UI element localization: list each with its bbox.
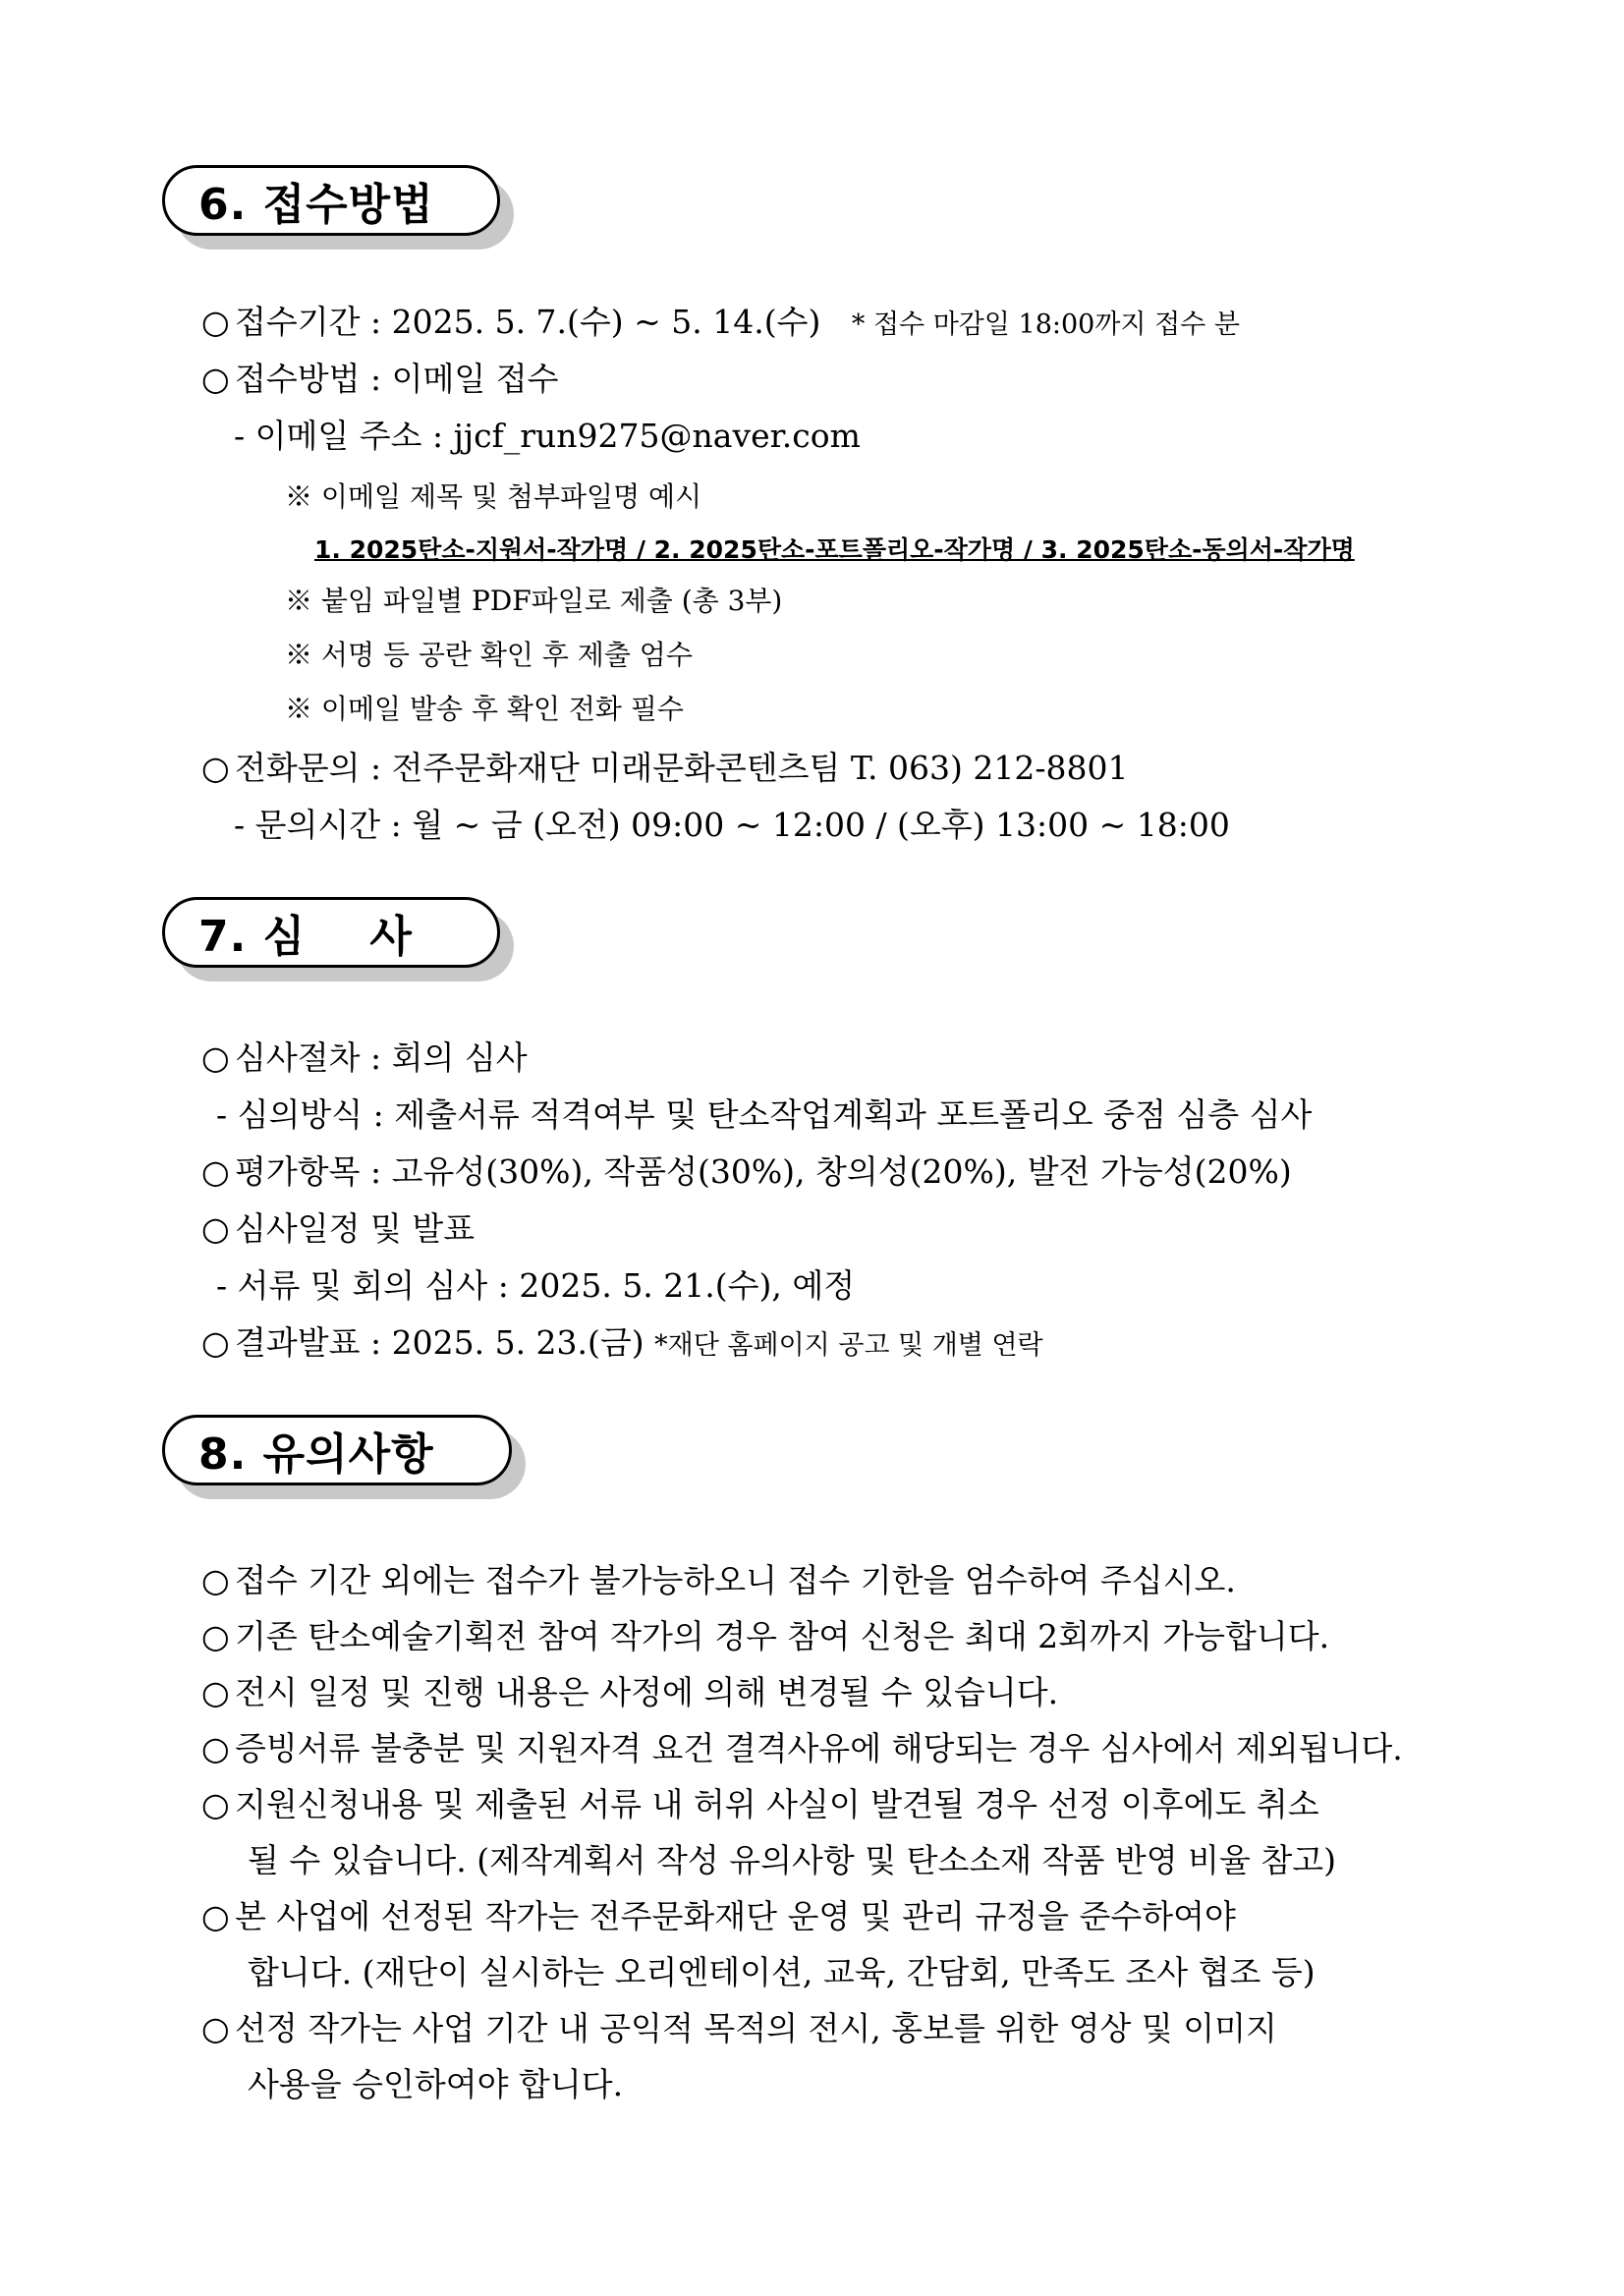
- line-text: 1. 2025탄소-지원서-작가명 / 2. 2025탄소-포트폴리오-작가명 / 3. 2025탄소-동의서-작가명: [314, 535, 1355, 564]
- circle-bullet-icon: ○: [201, 1209, 230, 1248]
- section-7-line-4: [201, 1209, 475, 1249]
- line-text: 증빙서류 불충분 및 지원자격 요건 결격사유에 해당되는 경우 심사에서 제외됩니다.: [235, 1729, 1403, 1767]
- line-text: 합니다. (재단이 실시하는 오리엔테이션, 교육, 간담회, 만족도 조사 협조 등): [248, 1953, 1316, 1991]
- section-7-line-3: [201, 1152, 1292, 1192]
- section-8-line-7: [201, 1897, 1236, 1936]
- section-8-line-8: [248, 1953, 1316, 1992]
- circle-bullet-icon: ○: [201, 360, 230, 398]
- section-6-line-10: [234, 806, 1230, 845]
- line-text: 심사일정 및 발표: [235, 1209, 476, 1248]
- section-6-line-3: [234, 417, 861, 456]
- line-text: 선정 작가는 사업 기간 내 공익적 목적의 전시, 홍보를 위한 영상 및 이미지: [235, 2009, 1277, 2047]
- section-6-line-5: [314, 531, 1355, 570]
- circle-bullet-icon: ○: [201, 1729, 230, 1767]
- line-text: ※ 이메일 제목 및 첨부파일명 예시: [285, 480, 702, 513]
- section-8-line-6: [248, 1841, 1336, 1880]
- section-6-line-1: [201, 303, 1240, 345]
- section-7-line-2: [216, 1095, 1312, 1135]
- circle-bullet-icon: ○: [201, 1152, 230, 1191]
- circle-bullet-icon: ○: [201, 303, 230, 341]
- line-text: 기존 탄소예술기획전 참여 작가의 경우 참여 신청은 최대 2회까지 가능합니다.: [235, 1617, 1330, 1655]
- section-6-line-6: [285, 582, 782, 621]
- section-8-line-10: [248, 2065, 623, 2104]
- section-8-line-4: [201, 1729, 1403, 1768]
- section-7-line-5: [216, 1266, 855, 1306]
- line-text: 사용을 승인하여야 합니다.: [248, 2065, 624, 2103]
- section-6-line-4: [285, 477, 701, 517]
- section-6-line-2: [201, 360, 559, 399]
- section-8-line-3: [201, 1673, 1058, 1712]
- line-text: 될 수 있습니다. (제작계획서 작성 유의사항 및 탄소소재 작품 반영 비율 참고): [248, 1841, 1336, 1879]
- section-7-heading: [162, 897, 500, 968]
- circle-bullet-icon: ○: [201, 1785, 230, 1823]
- line-text: 접수방법 : 이메일 접수: [235, 360, 559, 398]
- section-8-title: 8. 유의사항: [162, 1415, 512, 1485]
- section-6-line-9: [201, 749, 1129, 788]
- circle-bullet-icon: ○: [201, 749, 230, 787]
- section-8-line-2: [201, 1617, 1329, 1656]
- line-text: 전시 일정 및 진행 내용은 사정에 의해 변경될 수 있습니다.: [235, 1673, 1059, 1711]
- section-8-line-1: [201, 1561, 1236, 1600]
- line-text: ※ 붙임 파일별 PDF파일로 제출 (총 3부): [285, 585, 783, 617]
- line-text: 평가항목 : 고유성(30%), 작품성(30%), 창의성(20%), 발전 가능성(20%): [235, 1152, 1292, 1191]
- line-text: - 이메일 주소 : jjcf_run9275@naver.com: [234, 417, 861, 455]
- line-text: - 심의방식 : 제출서류 적격여부 및 탄소작업계획과 포트폴리오 중점 심층 심사: [216, 1095, 1313, 1134]
- circle-bullet-icon: ○: [201, 1617, 230, 1655]
- line-text: ※ 이메일 발송 후 확인 전화 필수: [285, 693, 684, 725]
- circle-bullet-icon: ○: [201, 1323, 230, 1362]
- line-text: - 문의시간 : 월 ~ 금 (오전) 09:00 ~ 12:00 / (오후) 13:00 ~ 18:00: [234, 806, 1230, 844]
- section-6-heading: [162, 165, 500, 236]
- line-text: 전화문의 : 전주문화재단 미래문화콘텐츠팀 T. 063) 212-8801: [235, 749, 1129, 787]
- section-8-heading: [162, 1415, 512, 1485]
- circle-bullet-icon: ○: [201, 1038, 230, 1077]
- section-6-line-8: [285, 690, 684, 729]
- circle-bullet-icon: ○: [201, 1673, 230, 1711]
- line-text: 접수기간 : 2025. 5. 7.(수) ~ 5. 14.(수): [235, 303, 821, 341]
- line-text: 접수 기간 외에는 접수가 불가능하오니 접수 기한을 엄수하여 주십시오.: [235, 1561, 1236, 1599]
- section-6-line-7: [285, 636, 693, 675]
- circle-bullet-icon: ○: [201, 1897, 230, 1935]
- line-note: * 접수 마감일 18:00까지 접수 분: [851, 309, 1240, 340]
- circle-bullet-icon: ○: [201, 2009, 230, 2047]
- line-text: 본 사업에 선정된 작가는 전주문화재단 운영 및 관리 규정을 준수하여야: [235, 1897, 1236, 1935]
- line-text: 지원신청내용 및 제출된 서류 내 허위 사실이 발견될 경우 선정 이후에도 취소: [235, 1785, 1319, 1823]
- line-text: - 서류 및 회의 심사 : 2025. 5. 21.(수), 예정: [216, 1266, 856, 1305]
- circle-bullet-icon: ○: [201, 1561, 230, 1599]
- line-text: ※ 서명 등 공란 확인 후 제출 엄수: [285, 639, 693, 671]
- line-text: 결과발표 : 2025. 5. 23.(금): [235, 1323, 644, 1362]
- section-7-title: 7. 심 사: [162, 897, 500, 968]
- section-7-line-6: [201, 1323, 1043, 1366]
- line-note: *재단 홈페이지 공고 및 개별 연락: [654, 1330, 1043, 1361]
- section-6-title: 6. 접수방법: [162, 165, 500, 236]
- section-7-line-1: [201, 1038, 528, 1078]
- section-8-line-9: [201, 2009, 1277, 2048]
- line-text: 심사절차 : 회의 심사: [235, 1038, 528, 1077]
- section-8-line-5: [201, 1785, 1319, 1824]
